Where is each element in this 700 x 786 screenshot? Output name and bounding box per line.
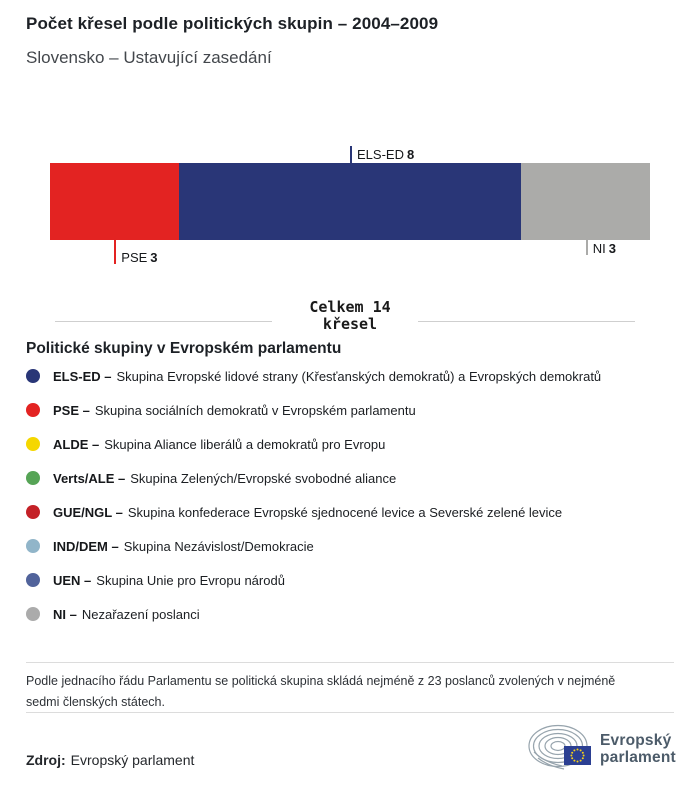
legend-abbr: UEN – xyxy=(53,572,92,588)
uen-dot-icon xyxy=(26,573,40,587)
verts-ale-dot-icon xyxy=(26,471,40,485)
logo-line2: parlament xyxy=(600,749,676,766)
bar-label-text xyxy=(593,242,616,256)
bar-label-name: ELS-ED xyxy=(357,147,404,162)
legend-abbr: ALDE – xyxy=(53,436,100,452)
legend-abbr: Verts/ALE – xyxy=(53,470,126,486)
legend-item-els-ed xyxy=(26,366,686,386)
els-ed-dot-icon xyxy=(26,369,40,383)
logo-wordmark xyxy=(600,732,676,766)
legend-desc: Skupina Zelených/Evropské svobodné aliance xyxy=(130,470,397,486)
legend-desc: Skupina konfederace Evropské sjednocené levice a Severské zelené levice xyxy=(127,504,563,520)
tick-mark xyxy=(114,240,116,264)
bar-label-value: 3 xyxy=(150,250,158,265)
alde-dot-icon xyxy=(26,437,40,451)
logo-line1: Evropský xyxy=(600,732,672,749)
divider-bottom xyxy=(26,712,674,713)
total-seats-label xyxy=(0,299,700,333)
ni-dot-icon xyxy=(26,607,40,621)
hemicycle-logo-icon xyxy=(528,722,592,776)
legend-abbr: PSE – xyxy=(53,402,90,418)
source-line xyxy=(26,752,194,768)
legend xyxy=(26,366,686,638)
divider-top xyxy=(26,662,674,663)
legend-abbr: NI – xyxy=(53,606,77,622)
bar-segment-ni[interactable] xyxy=(521,163,650,240)
pse-dot-icon xyxy=(26,403,40,417)
footnote: Podle jednacího řádu Parlamentu se politická skupina skládá nejméně z 23 poslanců zvolených v nejméně sedmi členských státech. xyxy=(26,674,616,709)
source-value: Evropský parlament xyxy=(70,752,195,768)
bar-label-els-ed xyxy=(350,146,414,163)
tick-mark xyxy=(350,146,352,163)
legend-item-alde xyxy=(26,434,686,454)
legend-desc: Skupina Unie pro Evropu národů xyxy=(96,572,285,588)
seats-chart xyxy=(50,146,650,274)
bar-label-ni xyxy=(586,240,616,256)
tick-mark xyxy=(586,240,588,255)
bar-label-value: 8 xyxy=(406,147,415,162)
legend-desc: Skupina Evropské lidové strany (Křesťanských demokratů) a Evropských demokratů xyxy=(116,368,602,384)
legend-abbr: IND/DEM – xyxy=(53,538,119,554)
legend-heading: Politické skupiny v Evropském parlamentu xyxy=(26,340,342,357)
legend-item-ni xyxy=(26,604,686,624)
bar-segment-els-ed[interactable] xyxy=(179,163,522,240)
bar-label-name: NI xyxy=(592,241,606,256)
legend-desc: Nezařazení poslanci xyxy=(81,606,200,622)
legend-abbr: ELS-ED – xyxy=(53,368,112,384)
ind-dem-dot-icon xyxy=(26,539,40,553)
total-line2: křesel xyxy=(322,315,378,333)
gue-ngl-dot-icon xyxy=(26,505,40,519)
total-seats xyxy=(0,299,700,343)
legend-item-ind-dem xyxy=(26,536,686,556)
total-line1: Celkem 14 xyxy=(309,298,391,316)
page-subtitle: Slovensko – Ustavující zasedání xyxy=(26,48,272,67)
legend-item-pse xyxy=(26,400,686,420)
bar-label-text xyxy=(357,148,414,162)
legend-desc: Skupina Aliance liberálů a demokratů pro Evropu xyxy=(104,436,386,452)
legend-item-gue-ngl xyxy=(26,502,686,522)
bar-label-pse xyxy=(114,240,157,265)
bar-label-value: 3 xyxy=(608,241,616,256)
legend-item-uen xyxy=(26,570,686,590)
european-parliament-logo[interactable] xyxy=(528,722,676,776)
legend-desc: Skupina sociálních demokratů v Evropském parlamentu xyxy=(94,402,416,418)
bar-label-name: PSE xyxy=(121,250,148,265)
legend-desc: Skupina Nezávislost/Demokracie xyxy=(123,538,314,554)
bar-segment-pse[interactable] xyxy=(50,163,179,240)
page-title: Počet křesel podle politických skupin – 2004–2009 xyxy=(26,14,439,33)
legend-item-verts-ale xyxy=(26,468,686,488)
bar-label-text xyxy=(121,251,157,265)
source-label: Zdroj: xyxy=(26,752,66,768)
legend-abbr: GUE/NGL – xyxy=(53,504,123,520)
stacked-bar xyxy=(50,163,650,240)
